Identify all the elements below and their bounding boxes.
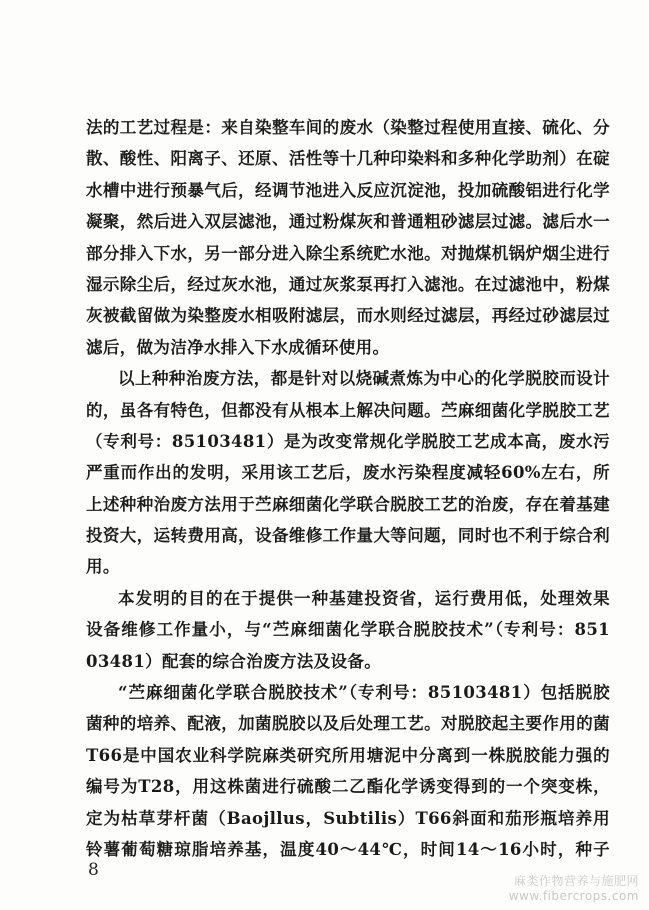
paragraph-start-line: 以上种种治废方法，都是针对以烧碱煮炼为中心的化学脱胶而设计 [118, 369, 610, 389]
text-line: 滤后，做为洁净水排入下水成循环使用。 [86, 337, 390, 357]
text-line: 法的工艺过程是：来自染整车间的废水（染整过程使用直接、硫化、分 [86, 118, 610, 137]
text-line: 设备维修工作量小，与“苎麻细菌化学联合脱胶技术”（专利号：851 [86, 620, 610, 640]
text-line: 凝聚，然后进入双层滤池，通过粉煤灰和普通粗砂滤层过滤。滤后水一 [86, 212, 610, 232]
watermark-url: www.fibercrops.com [508, 889, 639, 903]
text-line: T66是中国农业科学院麻类研究所用塘泥中分离到一株脱胶能力强的 [86, 745, 610, 765]
text-line: 灰被截留做为染整废水相吸附滤层，而水则经过滤层，再经过砂滤层过 [86, 306, 610, 326]
text-line: 定为枯草芽杆菌（Baojllus，Subtilis）T66斜面和茄形瓶培养用 [86, 808, 610, 828]
text-line: 上述种种治废方法用于苎麻细菌化学联合脱胶工艺的治废，存在着基建 [86, 494, 610, 514]
page-number: 8 [88, 860, 99, 880]
watermark [509, 874, 639, 904]
text-line: 用。 [86, 557, 120, 577]
text-line: （专利号：85103481）是为改变常规化学脱胶工艺成本高，废水污 [86, 431, 610, 451]
body-text [86, 112, 610, 865]
watermark-title: 麻类作物营养与施肥网 [513, 874, 639, 888]
text-line: 编号为T28，用这株菌进行硫酸二乙酯化学诱变得到的一个突变株， [86, 777, 610, 797]
text-line: 部分排入下水，另一部分进入除尘系统贮水池。对抛煤机锅炉烟尘进行 [86, 243, 610, 263]
text-line: 湿示除尘后，经过灰水池，通过灰浆泵再打入滤池。在过滤池中，粉煤 [86, 274, 610, 294]
text-line: 的，虽各有特色，但都没有从根本上解决问题。苎麻细菌化学脱胶工艺 [86, 400, 610, 420]
text-line: 铃薯葡萄糖琼脂培养基，温度40～44℃，时间14～16小时，种子 [86, 839, 610, 859]
text-line: 投资大，运转费用高，设备维修工作量大等问题，同时也不利于综合利 [86, 526, 610, 546]
paragraph-start-line: 本发明的目的在于提供一种基建投资省，运行费用低，处理效果 [118, 588, 610, 608]
text-line: 水槽中进行预暴气后，经调节池进入反应沉淀池，投加硫酸铝进行化学 [86, 180, 610, 200]
paragraph-start-line: “苎麻细菌化学联合脱胶技术”（专利号：85103481）包括脱胶 [118, 683, 610, 703]
text-line: 03481）配套的综合治废方法及设备。 [86, 651, 382, 671]
text-line: 严重而作出的发明，采用该工艺后，废水污染程度减轻60%左右，所 [86, 463, 610, 483]
text-line: 菌种的培养、配液，加菌脱胶以及后处理工艺。对脱胶起主要作用的菌 [86, 714, 610, 734]
text-line: 散、酸性、阳离子、还原、活性等十几种印染料和多种化学助剂）在碇 [86, 149, 610, 169]
